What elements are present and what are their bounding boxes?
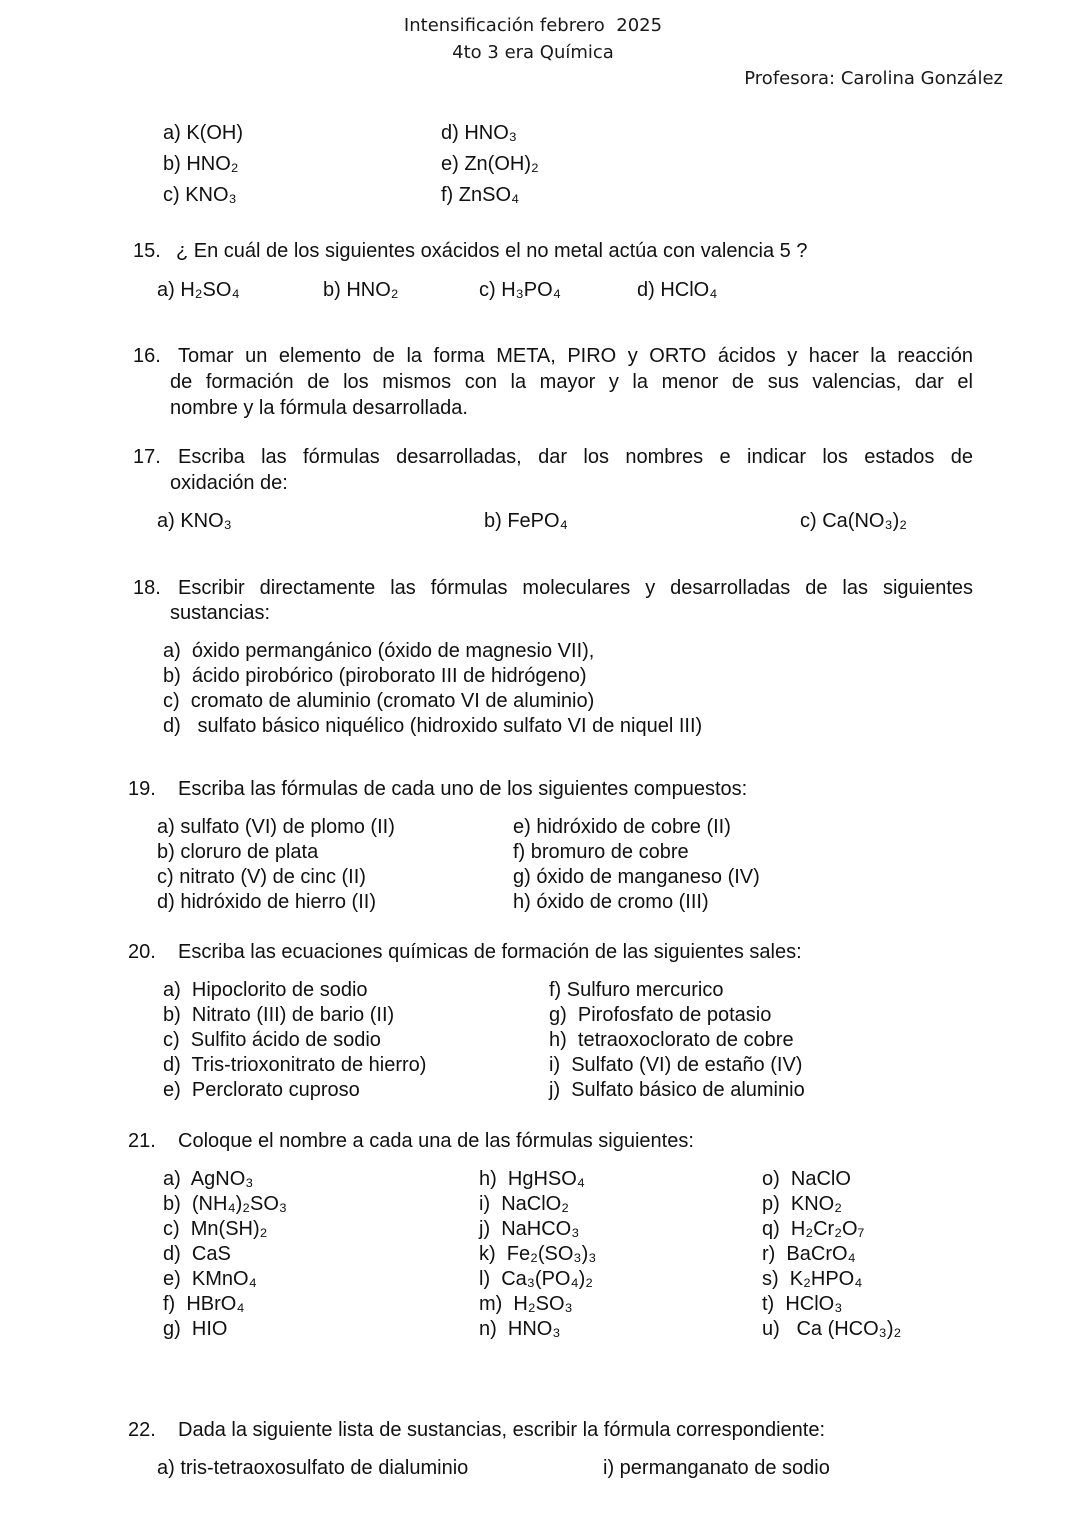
q20-option: d) Tris-trioxonitrato de hierro) [163, 1054, 427, 1076]
teacher-label: Profesora: Carolina González [744, 68, 1003, 89]
q18-text-line: Escribir directamente las fórmulas moleculares y desarrolladas de las siguientes [178, 577, 973, 599]
q16-text-line: nombre y la fórmula desarrollada. [170, 397, 468, 419]
q22-option: i) permanganato de sodio [603, 1457, 830, 1479]
q19-text: Escriba las fórmulas de cada uno de los siguientes compuestos: [178, 778, 748, 800]
q22-option: a) tris-tetraoxosulfato de dialuminio [157, 1457, 469, 1479]
q15-option: a) H₂SO₄ [157, 279, 240, 301]
q21-option: t) HClO₃ [762, 1293, 843, 1315]
q14-option: e) Zn(OH)₂ [441, 153, 539, 175]
q21-option: a) AgNO₃ [163, 1168, 254, 1190]
q20-option: j) Sulfato básico de aluminio [549, 1079, 805, 1101]
q21-option: e) KMnO₄ [163, 1268, 257, 1290]
q19-number: 19. [128, 778, 156, 800]
q21-option: r) BaCrO₄ [762, 1243, 856, 1265]
q21-option: n) HNO₃ [479, 1318, 561, 1340]
q21-option: j) NaHCO₃ [479, 1218, 580, 1240]
q19-option: d) hidróxido de hierro (II) [157, 891, 376, 913]
q22-text: Dada la siguiente lista de sustancias, escribir la fórmula correspondiente: [178, 1419, 826, 1441]
q20-option: i) Sulfato (VI) de estaño (IV) [549, 1054, 803, 1076]
q19-option: c) nitrato (V) de cinc (II) [157, 866, 366, 888]
q18-option: b) ácido pirobórico (piroborato III de hidrógeno) [163, 665, 587, 687]
q17-option: a) KNO₃ [157, 510, 232, 532]
q20-option: g) Pirofosfato de potasio [549, 1004, 772, 1026]
doc-title: Intensificación febrero 2025 [403, 15, 663, 36]
q17-number: 17. [133, 446, 161, 468]
q21-option: f) HBrO₄ [163, 1293, 245, 1315]
q20-option: f) Sulfuro mercurico [549, 979, 724, 1001]
q21-option: d) CaS [163, 1243, 231, 1265]
q18-number: 18. [133, 577, 161, 599]
q18-option: d) sulfato básico niquélico (hidroxido sulfato VI de niquel III) [163, 715, 703, 737]
q21-option: u) Ca (HCO₃)₂ [762, 1318, 902, 1340]
q20-option: c) Sulfito ácido de sodio [163, 1029, 381, 1051]
q21-text: Coloque el nombre a cada una de las fórmulas siguientes: [178, 1130, 694, 1152]
q15-option: c) H₃PO₄ [479, 279, 561, 301]
q19-option: e) hidróxido de cobre (II) [513, 816, 731, 838]
q21-option: c) Mn(SH)₂ [163, 1218, 268, 1240]
q15-text: ¿ En cuál de los siguientes oxácidos el no metal actúa con valencia 5 ? [176, 240, 808, 262]
q17-text-line: Escriba las fórmulas desarrolladas, dar los nombres e indicar los estados de [178, 446, 973, 468]
q21-option: k) Fe₂(SO₃)₃ [479, 1243, 597, 1265]
q16-number: 16. [133, 345, 161, 367]
q20-option: a) Hipoclorito de sodio [163, 979, 368, 1001]
q19-option: f) bromuro de cobre [513, 841, 689, 863]
q15-option: d) HClO₄ [637, 279, 718, 301]
q19-option: b) cloruro de plata [157, 841, 319, 863]
q21-option: h) HgHSO₄ [479, 1168, 585, 1190]
q14-option: d) HNO₃ [441, 122, 517, 144]
q21-option: p) KNO₂ [762, 1193, 842, 1215]
q18-text-line: sustancias: [170, 602, 271, 624]
course-label: 4to 3 era Química [452, 42, 614, 63]
q20-number: 20. [128, 941, 156, 963]
q19-option: g) óxido de manganeso (IV) [513, 866, 760, 888]
q16-text-line: Tomar un elemento de la forma META, PIRO y ORTO ácidos y hacer la reacción [178, 345, 973, 367]
q18-option: a) óxido permangánico (óxido de magnesio VII), [163, 640, 595, 662]
q21-option: o) NaClO [762, 1168, 851, 1190]
q17-option: b) FePO₄ [484, 510, 568, 532]
q20-text: Escriba las ecuaciones químicas de formación de las siguientes sales: [178, 941, 802, 963]
q21-number: 21. [128, 1130, 156, 1152]
q21-option: q) H₂Cr₂O₇ [762, 1218, 865, 1240]
q18-option: c) cromato de aluminio (cromato VI de aluminio) [163, 690, 595, 712]
q21-option: s) K₂HPO₄ [762, 1268, 863, 1290]
q21-option: l) Ca₃(PO₄)₂ [479, 1268, 594, 1290]
q19-option: h) óxido de cromo (III) [513, 891, 709, 913]
q17-option: c) Ca(NO₃)₂ [800, 510, 908, 532]
q14-option: b) HNO₂ [163, 153, 239, 175]
q15-number: 15. [133, 240, 161, 262]
q21-option: m) H₂SO₃ [479, 1293, 573, 1315]
q14-option: a) K(OH) [163, 122, 243, 144]
q14-option: f) ZnSO₄ [441, 184, 520, 206]
q15-option: b) HNO₂ [323, 279, 399, 301]
q19-option: a) sulfato (VI) de plomo (II) [157, 816, 395, 838]
q20-option: b) Nitrato (III) de bario (II) [163, 1004, 395, 1026]
q20-option: h) tetraoxoclorato de cobre [549, 1029, 794, 1051]
q21-option: i) NaClO₂ [479, 1193, 569, 1215]
q14-option: c) KNO₃ [163, 184, 237, 206]
q21-option: g) HIO [163, 1318, 228, 1340]
q20-option: e) Perclorato cuproso [163, 1079, 360, 1101]
q22-number: 22. [128, 1419, 156, 1441]
q16-text-line: de formación de los mismos con la mayor y la menor de sus valencias, dar el [170, 371, 973, 393]
q21-option: b) (NH₄)₂SO₃ [163, 1193, 288, 1215]
q17-text-line: oxidación de: [170, 472, 288, 494]
